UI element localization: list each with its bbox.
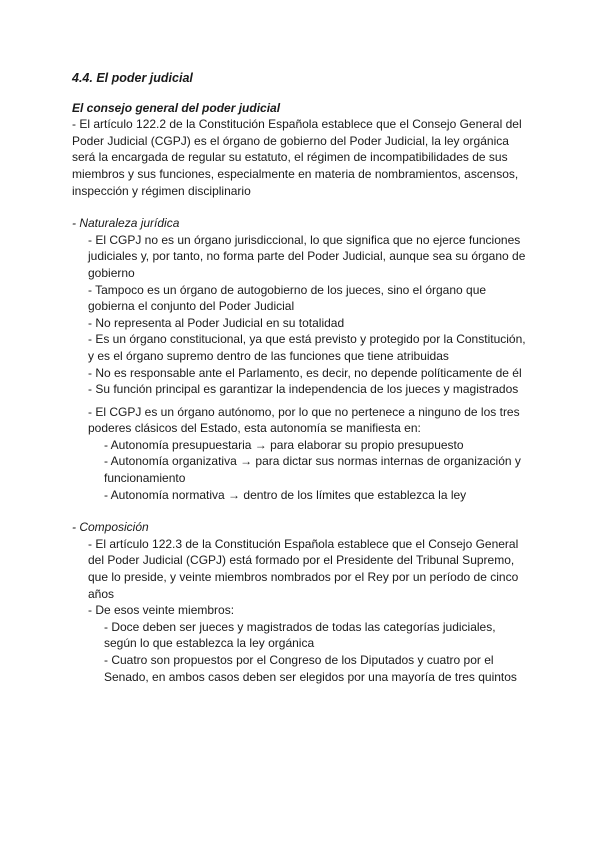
cgpj-intro-paragraph: - El artículo 122.2 de la Constitución Española establece que el Consejo General del Poder Judicial (CGPJ) es el órgano de gobierno del Poder Judicial, la ley orgánica será la encargada de regular su estatuto, el régimen de incompatibilidades de sus miembros y sus funciones, especialmente en materia de nombramientos, ascensos, inspección y régimen disciplinario (72, 117, 522, 198)
naturaleza-item: - No representa al Poder Judicial en su totalidad (88, 315, 345, 330)
naturaleza-item: - El CGPJ no es un órgano jurisdiccional, lo que significa que no ejerce funciones judiciales y, por tanto, no forma parte del Poder Judicial, aunque sea su órgano de gobierno (88, 232, 526, 280)
naturaleza-item: - Es un órgano constitucional, ya que está previsto y protegido por la Constitución, y es el órgano supremo dentro de las funciones que tiene atribuidas (88, 332, 526, 363)
naturaleza-item: - Tampoco es un órgano de autogobierno de los jueces, sino el órgano que gobierna el conjunto del Poder Judicial (88, 282, 487, 314)
composicion-sub-item: - Cuatro son propuestos por el Congreso de los Diputados y cuatro por el Senado, en ambos casos deben ser elegidos por una mayoría de tres quintos (104, 653, 517, 684)
naturaleza-item: - Su función principal es garantizar la independencia de los jueces y magistrados (88, 382, 519, 397)
naturaleza-heading: - Naturaleza jurídica (72, 216, 180, 231)
autonomia-item: - Autonomía normativa → dentro de los límites que establezca la ley (104, 487, 467, 502)
composicion-item: - El artículo 122.3 de la Constitución Española establece que el Consejo General del Poder Judicial (CGPJ) está formado por el Presidente del Tribunal Supremo, que lo preside, y veinte miembros nombrados por el Rey por un período de cinco años (88, 536, 519, 601)
cgpj-subtitle: El consejo general del poder judicial (72, 100, 281, 115)
autonomia-intro: - El CGPJ es un órgano autónomo, por lo que no pertenece a ninguno de los tres poderes clásicos del Estado, esta autonomía se manifiesta en: (88, 404, 520, 436)
composicion-heading: - Composición (72, 520, 149, 535)
autonomia-item: - Autonomía organizativa → para dictar sus normas internas de organización y funcionamiento (104, 454, 521, 486)
composicion-sub-item: - Doce deben ser jueces y magistrados de todas las categorías judiciales, según lo que establezca la ley orgánica (104, 619, 496, 651)
section-title: 4.4. El poder judicial (72, 71, 193, 85)
autonomia-item: - Autonomía presupuestaria → para elaborar su propio presupuesto (104, 437, 464, 452)
composicion-item: - De esos veinte miembros: (88, 603, 235, 618)
naturaleza-item: - No es responsable ante el Parlamento, es decir, no depende políticamente de él (88, 365, 522, 380)
